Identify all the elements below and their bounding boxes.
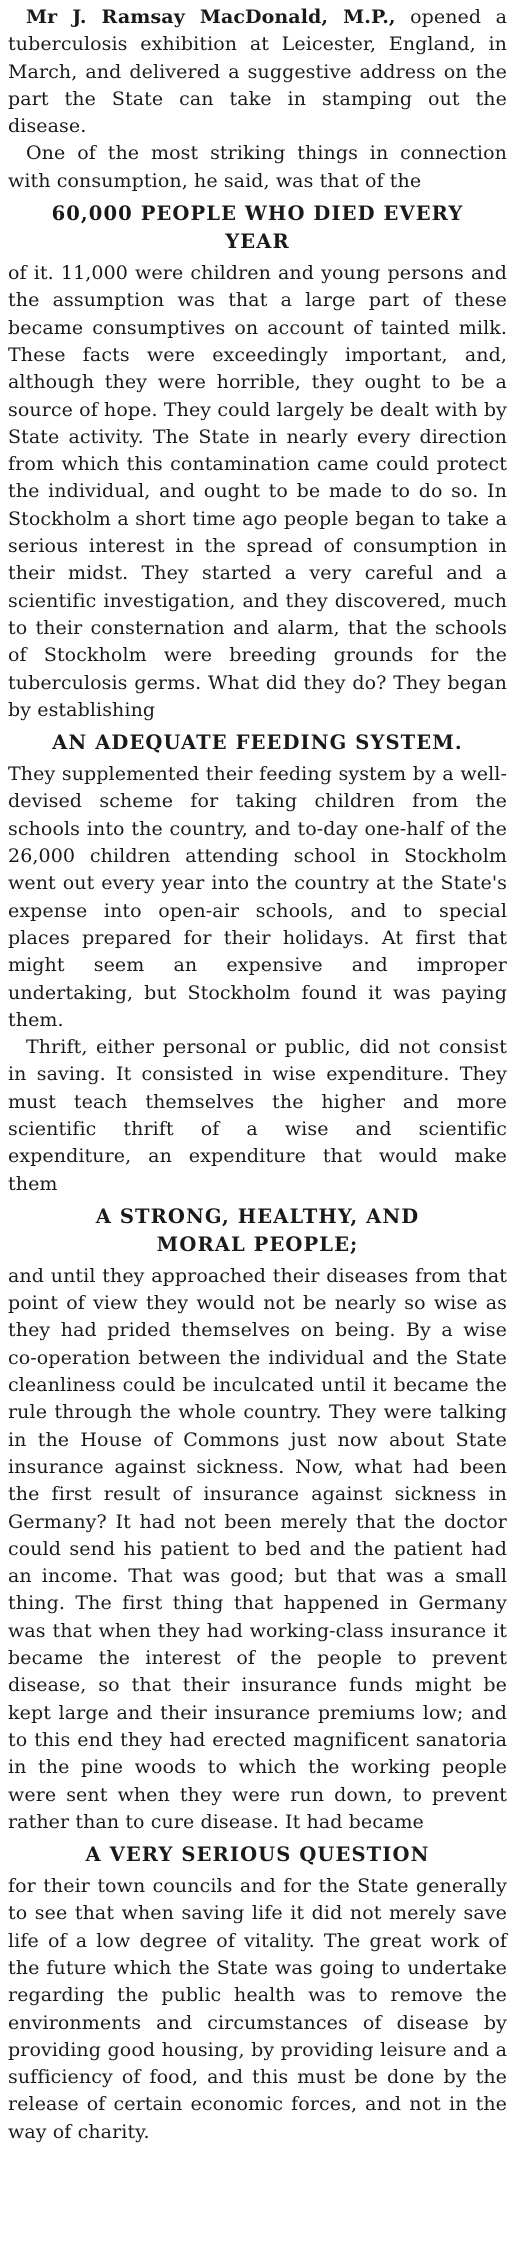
subheading-serious-question (8, 1836, 507, 1873)
subheading-line: 60,000 PEOPLE WHO DIED EVERY (51, 202, 464, 226)
subheading-line: YEAR (225, 230, 290, 254)
paragraph-2: One of the most striking things in connection with consumption, he said, was that of the (8, 142, 507, 192)
intro-paragraph (8, 4, 507, 140)
paragraph-4: They supplemented their feeding system by a well-devised scheme for taking children from the schools into the country, and to-day one-half of the 26,000 children attending school in Stockholm went out every year into the country at the State's expense into open-air schools, and to special places prepared for their holidays. At first that might seem an expensive and improper undertaking, but Stockholm found it was paying them. (8, 763, 507, 1031)
paragraph-7: for their town councils and for the State generally to see that when saving life it did not merely save life of a low degree of vitality. The great work of the future which the State was going to undertake regarding the public health was to remove the environments and circumstances of disease by providing good housing, by providing leisure and a sufficiency of food, and this must be done by the release of certain economic forces, and not in the way of charity. (8, 1875, 507, 2143)
paragraph-5: Thrift, either personal or public, did not consist in saving. It consisted in wise expenditure. They must teach themselves the higher and more scientific thrift of a wise and scientific expenditure, an expenditure that would make them (8, 1036, 507, 1195)
subheading-60000-people (8, 195, 507, 260)
intro-text: opened a tuberculosis exhibition at Leicester, England, in March, and delivered a suggestive address on the part the State can take in stamping out the disease. (8, 6, 508, 138)
speaker-name: Mr J. Ramsay MacDonald, M.P., (26, 6, 396, 28)
subheading-line: A VERY SERIOUS QUESTION (85, 1843, 430, 1867)
paragraph-6: and until they approached their diseases from that point of view they would not be nearly so wise as they had prided themselves on being. By a wise co-operation between the individual and the State cleanliness could be inculcated until it became the rule through the whole country. They were talking in the House of Commons just now about State insurance against sickness. Now, what had been the first result of insurance against sickness in Germany? It had not been merely that the doctor could send his patient to bed and the patient had an income. That was good; but that was a small thing. The first thing that happened in Germany was that when they had working-class insurance it became the interest of the people to prevent disease, so that their insurance funds might be kept large and their insurance premiums low; and to this end they had erected magnificent sanatoria in the pine woods to which the working people were sent when they were run down, to prevent rather than to cure disease. It had became (8, 1264, 507, 1833)
paragraph-3: of it. 11,000 were children and young persons and the assumption was that a large part of these became consumptives on account of tainted milk. These facts were exceedingly important, and, although they were horrible, they ought to be a source of hope. They could largely be dealt with by State activity. The State in nearly every direction from which this contamination came could protect the individual, and ought to be made to do so. In Stockholm a short time ago people began to take a serious interest in the spread of consumption in their midst. They started a very careful and a scientific investigation, and they discovered, much to their consternation and alarm, that the schools of Stockholm were breeding grounds for the tuberculosis germs. What did they do? They began by establishing (8, 262, 507, 721)
subheading-line: MORAL PEOPLE; (156, 1232, 359, 1256)
subheading-strong-healthy (8, 1198, 507, 1263)
subheading-line: AN ADEQUATE FEEDING SYSTEM. (52, 731, 463, 755)
subheading-line: A STRONG, HEALTHY, AND (95, 1204, 420, 1228)
subheading-feeding-system (8, 724, 507, 761)
